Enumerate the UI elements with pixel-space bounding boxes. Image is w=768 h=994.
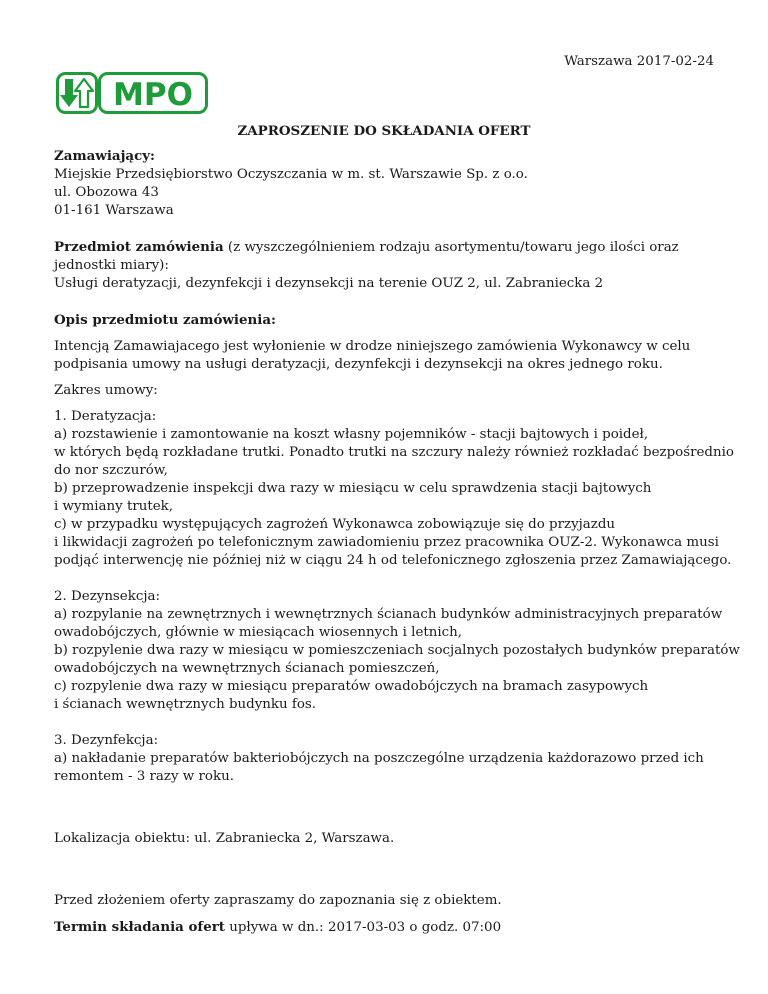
ordering-party-label: Zamawiający:: [54, 148, 155, 164]
section-line: do nor szczurów,: [54, 463, 168, 478]
section-line: 2. Dezynsekcja:: [54, 589, 160, 604]
scope-label: Zakres umowy:: [54, 383, 158, 398]
subject-text: Usługi deratyzacji, dezynfekcji i dezynsekcji na terenie OUZ 2, ul. Zabraniecka 2: [54, 276, 604, 291]
site-visit-text: Przed złożeniem oferty zapraszamy do zapoznania się z obiektem.: [54, 893, 502, 908]
section-line: owadobójczych, głównie w miesiącach wiosennych i letnich,: [54, 625, 463, 640]
subject-label: Przedmiot zamówienia: [54, 239, 224, 255]
section-disinfection: [54, 732, 724, 786]
section-deratization: [54, 408, 734, 570]
section-line: c) w przypadku występujących zagrożeń Wykonawca zobowiązuje się do przyjazdu: [54, 517, 616, 532]
subject-desc-2: jednostki miary):: [54, 258, 169, 273]
document-body: [54, 147, 740, 937]
location-text: Lokalizacja obiektu: ul. Zabraniecka 2, Warszawa.: [54, 831, 395, 846]
section-line: a) rozstawienie i zamontowanie na koszt własny pojemników - stacji bajtowych i poideł,: [54, 427, 649, 442]
logo-text: MPO: [113, 77, 193, 113]
deadline-label: Termin składania ofert: [54, 919, 225, 935]
section-line: w których będą rozkładane trutki. Ponadto trutki na szczury należy również rozkładać bezpośrednio: [54, 445, 734, 460]
description-section: [54, 311, 724, 400]
document-date: Warszawa 2017-02-24: [564, 54, 714, 69]
ordering-party-street: ul. Obozowa 43: [54, 185, 159, 200]
section-line: i wymiany trutek,: [54, 499, 174, 514]
section-line: podjąć interwencję nie później niż w ciągu 24 h od telefonicznego zgłoszenia przez Zamawiającego.: [54, 553, 732, 568]
section-line: i likwidacji zagrożeń po telefonicznym zawiadomieniu przez pracownika OUZ-2. Wykonawca musi: [54, 535, 719, 550]
description-label: Opis przedmiotu zamówienia:: [54, 312, 276, 328]
subject-heading-line: [54, 238, 724, 257]
mpo-logo: [56, 72, 208, 114]
deadline-text: upływa w dn.: 2017-03-03 o godz. 07:00: [224, 920, 502, 935]
section-line: b) przeprowadzenie inspekcji dwa razy w miesiącu w celu sprawdzenia stacji bajtowych: [54, 481, 652, 496]
section-line: 3. Dezynfekcja:: [54, 733, 159, 748]
section-line: a) rozpylanie na zewnętrznych i wewnętrznych ścianach budynków administracyjnych preparatów: [54, 607, 723, 622]
subject-section: [54, 238, 724, 293]
section-line: a) nakładanie preparatów bakteriobójczych na poszczególne urządzenia każdorazowo przed ich: [54, 751, 704, 766]
section-line: c) rozpylenie dwa razy w miesiącu preparatów owadobójczych na bramach zasypowych: [54, 679, 649, 694]
subject-desc-1: (z wyszczególnieniem rodzaju asortymentu/towaru jego ilości oraz: [223, 240, 679, 255]
section-line: 1. Deratyzacja:: [54, 409, 157, 424]
ordering-party-city: 01-161 Warszawa: [54, 203, 174, 218]
section-line: owadobójczych na wewnętrznych ścianach pomieszczeń,: [54, 661, 440, 676]
deadline-line: [54, 918, 724, 937]
section-disinsection: [54, 588, 740, 714]
section-line: b) rozpylenie dwa razy w miesiącu w pomieszczeniach socjalnych pozostałych budynków preparatów: [54, 643, 740, 658]
ordering-party-section: [54, 147, 724, 220]
section-line: i ścianach wewnętrznych budynku fos.: [54, 697, 317, 712]
document-title: ZAPROSZENIE DO SKŁADANIA OFERT: [237, 123, 531, 139]
ordering-party-name: Miejskie Przedsiębiorstwo Oczyszczania w m. st. Warszawie Sp. z o.o.: [54, 167, 528, 182]
section-line: remontem - 3 razy w roku.: [54, 769, 234, 784]
description-intro-2: podpisania umowy na usługi deratyzacji, dezynfekcji i dezynsekcji na okres jednego roku.: [54, 357, 663, 372]
description-intro-1: Intencją Zamawiajacego jest wyłonienie w drodze niniejszego zamówienia Wykonawcy w celu: [54, 339, 691, 354]
